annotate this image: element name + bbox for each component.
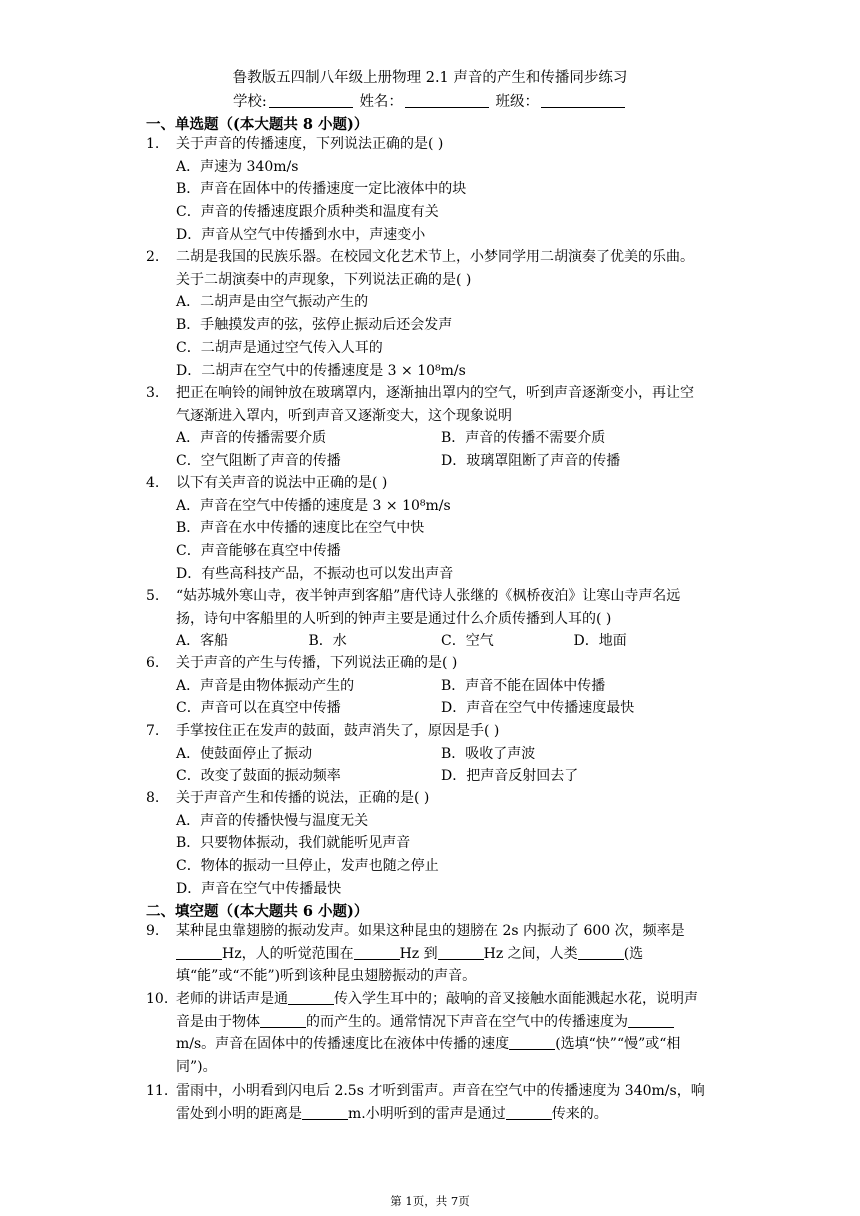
option-b[interactable]: B．只要物体振动，我们就能听见声音: [176, 835, 411, 852]
question-text: 以下有关声音的说法中正确的是( ): [176, 475, 388, 491]
option-c[interactable]: C．物体的振动一旦停止，发声也随之停止: [176, 858, 439, 875]
option-d[interactable]: D．声音在空气中传播最快: [176, 880, 342, 897]
question-text: 关于声音的产生与传播，下列说法正确的是( ): [176, 655, 458, 671]
option-d[interactable]: D．声音从空气中传播到水中，声速变小: [176, 226, 426, 243]
question-text: 把正在响铃的闹钟放在玻璃罩内，逐渐抽出罩内的空气，听到声音逐渐变小，再让空气逐渐进入罩内，听到声音又逐渐变大，这个现象说明: [176, 385, 694, 424]
question-5: [146, 585, 706, 653]
question-number: 6.: [146, 655, 160, 671]
question-text: 手掌按住正在发声的鼓面，鼓声消失了，原因是手( ): [176, 723, 500, 739]
option-d[interactable]: D．玻璃罩阻断了声音的传播: [441, 453, 621, 470]
question-text: 某种昆虫靠翅膀的振动发声。如果这种昆虫的翅膀在 2s 内振动了 600 次，频率是Hz，人的听觉范围在 Hz 到 Hz 之间，人类 (选填“能”或“不能”)听到该种昆虫翅膀振动的声音。: [176, 923, 685, 985]
class-label: 班级：: [495, 94, 540, 110]
question-number: 1.: [146, 136, 160, 152]
question-text: 老师的讲话声是通 传入学生耳中的；敲响的音叉接触水面能溅起水花，说明声音是由于物体 的而产生的。通常情况下声音在空气中的传播速度为m/s。声音在固体中的传播速度比在液体中传播的速度 (选填“快”“慢”或“相同”)。: [176, 991, 698, 1076]
question-text: 二胡是我国的民族乐器。在校园文化艺术节上，小梦同学用二胡演奏了优美的乐曲。关于二胡演奏中的声现象，下列说法正确的是( ): [176, 249, 694, 288]
page-footer: 第 1页，共 7页: [390, 1194, 470, 1208]
question-number: 2.: [146, 249, 160, 265]
option-c[interactable]: C．声音能够在真空中传播: [176, 543, 341, 560]
student-info-line: [0, 90, 860, 111]
option-b[interactable]: B．声音在固体中的传播速度一定比液体中的块: [176, 181, 467, 198]
option-a[interactable]: A．声音的传播快慢与温度无关: [176, 812, 369, 829]
question-3: [146, 382, 706, 473]
option-d[interactable]: D．地面: [573, 633, 627, 650]
option-d[interactable]: D．声音在空气中传播速度最快: [441, 700, 635, 717]
section-heading-fill-in: 二、填空题（(本大题共 6 小题)）: [146, 903, 369, 920]
question-text: “姑苏城外寒山寺，夜半钟声到客船”唐代诗人张继的《枫桥夜泊》让寒山寺声名远扬，诗句中客船里的人听到的钟声主要是通过什么介质传播到人耳的( ): [176, 588, 681, 627]
answer-blank[interactable]: [506, 1105, 552, 1120]
option-b[interactable]: B．水: [308, 633, 347, 650]
question-text: 关于声音的传播速度，下列说法正确的是( ): [176, 136, 444, 152]
question-11: [146, 1080, 706, 1125]
question-1: [146, 133, 706, 247]
question-2: [146, 246, 706, 382]
question-text: 关于声音产生和传播的说法，正确的是( ): [176, 790, 430, 806]
question-text: 雷雨中，小明看到闪电后 2.5s 才听到雷声。声音在空气中的传播速度为 340m/s，响雷处到小明的距离是 m.小明听到的雷声是通过 传来的。: [176, 1083, 705, 1122]
school-blank[interactable]: [269, 93, 353, 108]
question-number: 4.: [146, 475, 160, 491]
option-d[interactable]: D．有些高科技产品，不振动也可以发出声音: [176, 565, 454, 582]
school-label: 学校:: [232, 94, 267, 110]
question-number: 9.: [146, 923, 160, 939]
option-c[interactable]: C．二胡声是通过空气传入人耳的: [176, 339, 383, 356]
question-number: 3.: [146, 385, 160, 401]
answer-blank[interactable]: [509, 1035, 555, 1050]
option-a[interactable]: A．声音在空气中传播的速度是 3 × 10⁸m/s: [176, 497, 451, 514]
option-c[interactable]: C．声音可以在真空中传播: [176, 700, 341, 717]
question-8: [146, 787, 706, 901]
question-number: 11.: [146, 1083, 169, 1099]
question-number: 8.: [146, 790, 160, 806]
class-blank[interactable]: [541, 93, 625, 108]
option-b[interactable]: B．吸收了声波: [441, 745, 536, 762]
question-6: [146, 652, 706, 720]
answer-blank[interactable]: [438, 945, 484, 960]
question-9: [146, 920, 706, 988]
question-number: 10.: [146, 991, 169, 1007]
question-number: 5.: [146, 588, 160, 604]
option-b[interactable]: B．声音不能在固体中传播: [441, 677, 606, 694]
section-heading-single-choice: 一、单选题（(本大题共 8 小题)）: [146, 116, 369, 133]
answer-blank[interactable]: [260, 1013, 306, 1028]
answer-blank[interactable]: [628, 1013, 674, 1028]
option-d[interactable]: D．把声音反射回去了: [441, 768, 579, 785]
option-a[interactable]: A．客船: [176, 633, 229, 650]
name-blank[interactable]: [405, 93, 489, 108]
answer-blank[interactable]: [578, 945, 624, 960]
question-number: 7.: [146, 723, 160, 739]
option-a[interactable]: A．二胡声是由空气振动产生的: [176, 294, 369, 311]
option-a[interactable]: A．声音的传播需要介质: [176, 430, 327, 447]
option-a[interactable]: A．声速为 340m/s: [176, 158, 299, 175]
option-a[interactable]: A．声音是由物体振动产生的: [176, 677, 355, 694]
option-d[interactable]: D．二胡声在空气中的传播速度是 3 × 10⁸m/s: [176, 362, 466, 379]
name-label: 姓名：: [359, 94, 403, 110]
option-c[interactable]: C．改变了鼓面的振动频率: [176, 768, 341, 785]
option-b[interactable]: B．手触摸发声的弦，弦停止振动后还会发声: [176, 317, 453, 334]
answer-blank[interactable]: [288, 990, 334, 1005]
document-title: 鲁教版五四制八年级上册物理 2.1 声音的产生和传播同步练习: [232, 70, 628, 86]
option-b[interactable]: B．声音在水中传播的速度比在空气中快: [176, 520, 425, 537]
option-c[interactable]: C．空气阻断了声音的传播: [176, 453, 341, 470]
option-c[interactable]: C．声音的传播速度跟介质种类和温度有关: [176, 204, 439, 221]
option-a[interactable]: A．使鼓面停止了振动: [176, 745, 313, 762]
question-4: [146, 472, 706, 586]
option-b[interactable]: B．声音的传播不需要介质: [441, 430, 606, 447]
answer-blank[interactable]: [354, 945, 400, 960]
question-7: [146, 720, 706, 788]
option-c[interactable]: C．空气: [441, 633, 494, 650]
answer-blank[interactable]: [302, 1105, 348, 1120]
question-10: [146, 988, 706, 1079]
answer-blank[interactable]: [176, 945, 222, 960]
